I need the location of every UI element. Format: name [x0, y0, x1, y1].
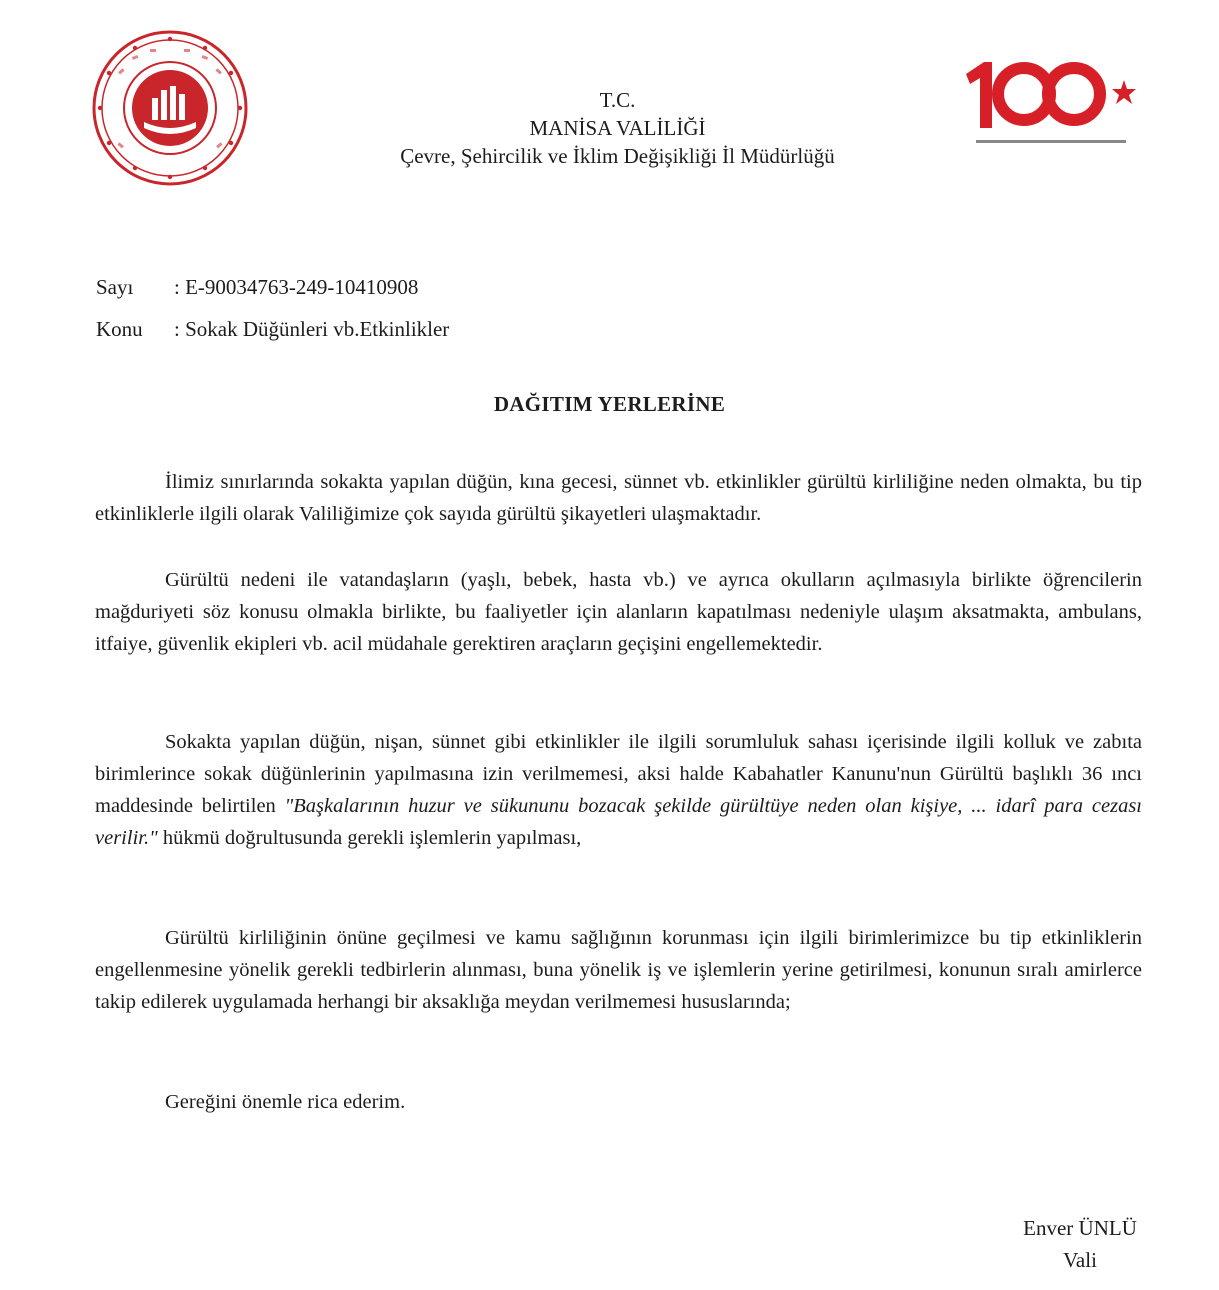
closing-line: Gereğini önemle rica ederim.	[165, 1091, 406, 1113]
konu-value: : Sokak Düğünleri vb.Etkinlikler	[174, 316, 450, 341]
header-governorship: MANİSA VALİLİĞİ	[529, 116, 706, 140]
paragraph-3	[95, 726, 1142, 854]
law-quote: "Başkalarının huzur ve sükununu bozacak şekilde gürültüye neden olan kişiye, ... idarî para cezası verilir."	[95, 795, 1142, 849]
sayi-label: Sayı	[96, 274, 134, 299]
paragraph-3-start: Sokakta yapılan düğün, nişan, sünnet gibi etkinlikler ile ilgili sorumluluk sahası içerisinde ilgili kolluk ve zabıta birimlerince sokak düğünlerinin yapılmasına izin verilmemesi, aksi halde Kabahatler Kanunu'nun Gürültü başlıklı 36 ıncı maddesinde belirtilen	[95, 731, 1142, 817]
signer-name: Enver ÜNLÜ	[1023, 1216, 1137, 1240]
header-directorate: Çevre, Şehircilik ve İklim Değişikliği İl Müdürlüğü	[400, 144, 835, 168]
ministry-seal-icon	[92, 30, 248, 186]
sayi-row	[96, 266, 449, 308]
konu-row	[96, 308, 449, 350]
header-country: T.C.	[599, 88, 636, 112]
paragraph-2: Gürültü nedeni ile vatandaşların (yaşlı, bebek, hasta vb.) ve ayrıca okulların açılmasıyla birlikte öğrencilerin mağduriyeti söz konusu olmakla birlikte, bu faaliyetler için alanların kapatılması nedeniyle ulaşım aksatmakta, ambulans, itfaiye, güvenlik ekipleri vb. acil müdahale gerektiren araçların geçişini engellemektedir.	[95, 569, 1142, 655]
paragraph-1: İlimiz sınırlarında sokakta yapılan düğün, kına gecesi, sünnet vb. etkinlikler gürültü kirliliğine neden olmakta, bu tip etkinliklerle ilgili olarak Valiliğimize çok sayıda gürültü şikayetleri ulaşmaktadır.	[95, 471, 1142, 525]
paragraph-3-end: hükmü doğrultusunda gerekli işlemlerin yapılması,	[157, 827, 582, 849]
signature-block	[1000, 1212, 1160, 1276]
letter-header	[330, 86, 905, 170]
paragraph-4: Gürültü kirliliğinin önüne geçilmesi ve kamu sağlığının korunması için ilgili birimlerimizce bu tip etkinliklerin engellenmesine yönelik gerekli tedbirlerin alınması, buna yönelik iş ve işlemlerin yerine getirilmesi, konunun sıralı amirlerce takip edilerek uygulamada herhangi bir aksaklığa meydan verilmemesi hususlarında;	[95, 927, 1142, 1013]
konu-label: Konu	[96, 316, 143, 341]
letter-meta	[96, 266, 449, 350]
anniversary-100-logo-icon	[962, 52, 1142, 152]
sayi-value: : E-90034763-249-10410908	[174, 274, 419, 299]
signer-title: Vali	[1063, 1248, 1097, 1272]
distribution-heading: DAĞITIM YERLERİNE	[493, 392, 726, 416]
